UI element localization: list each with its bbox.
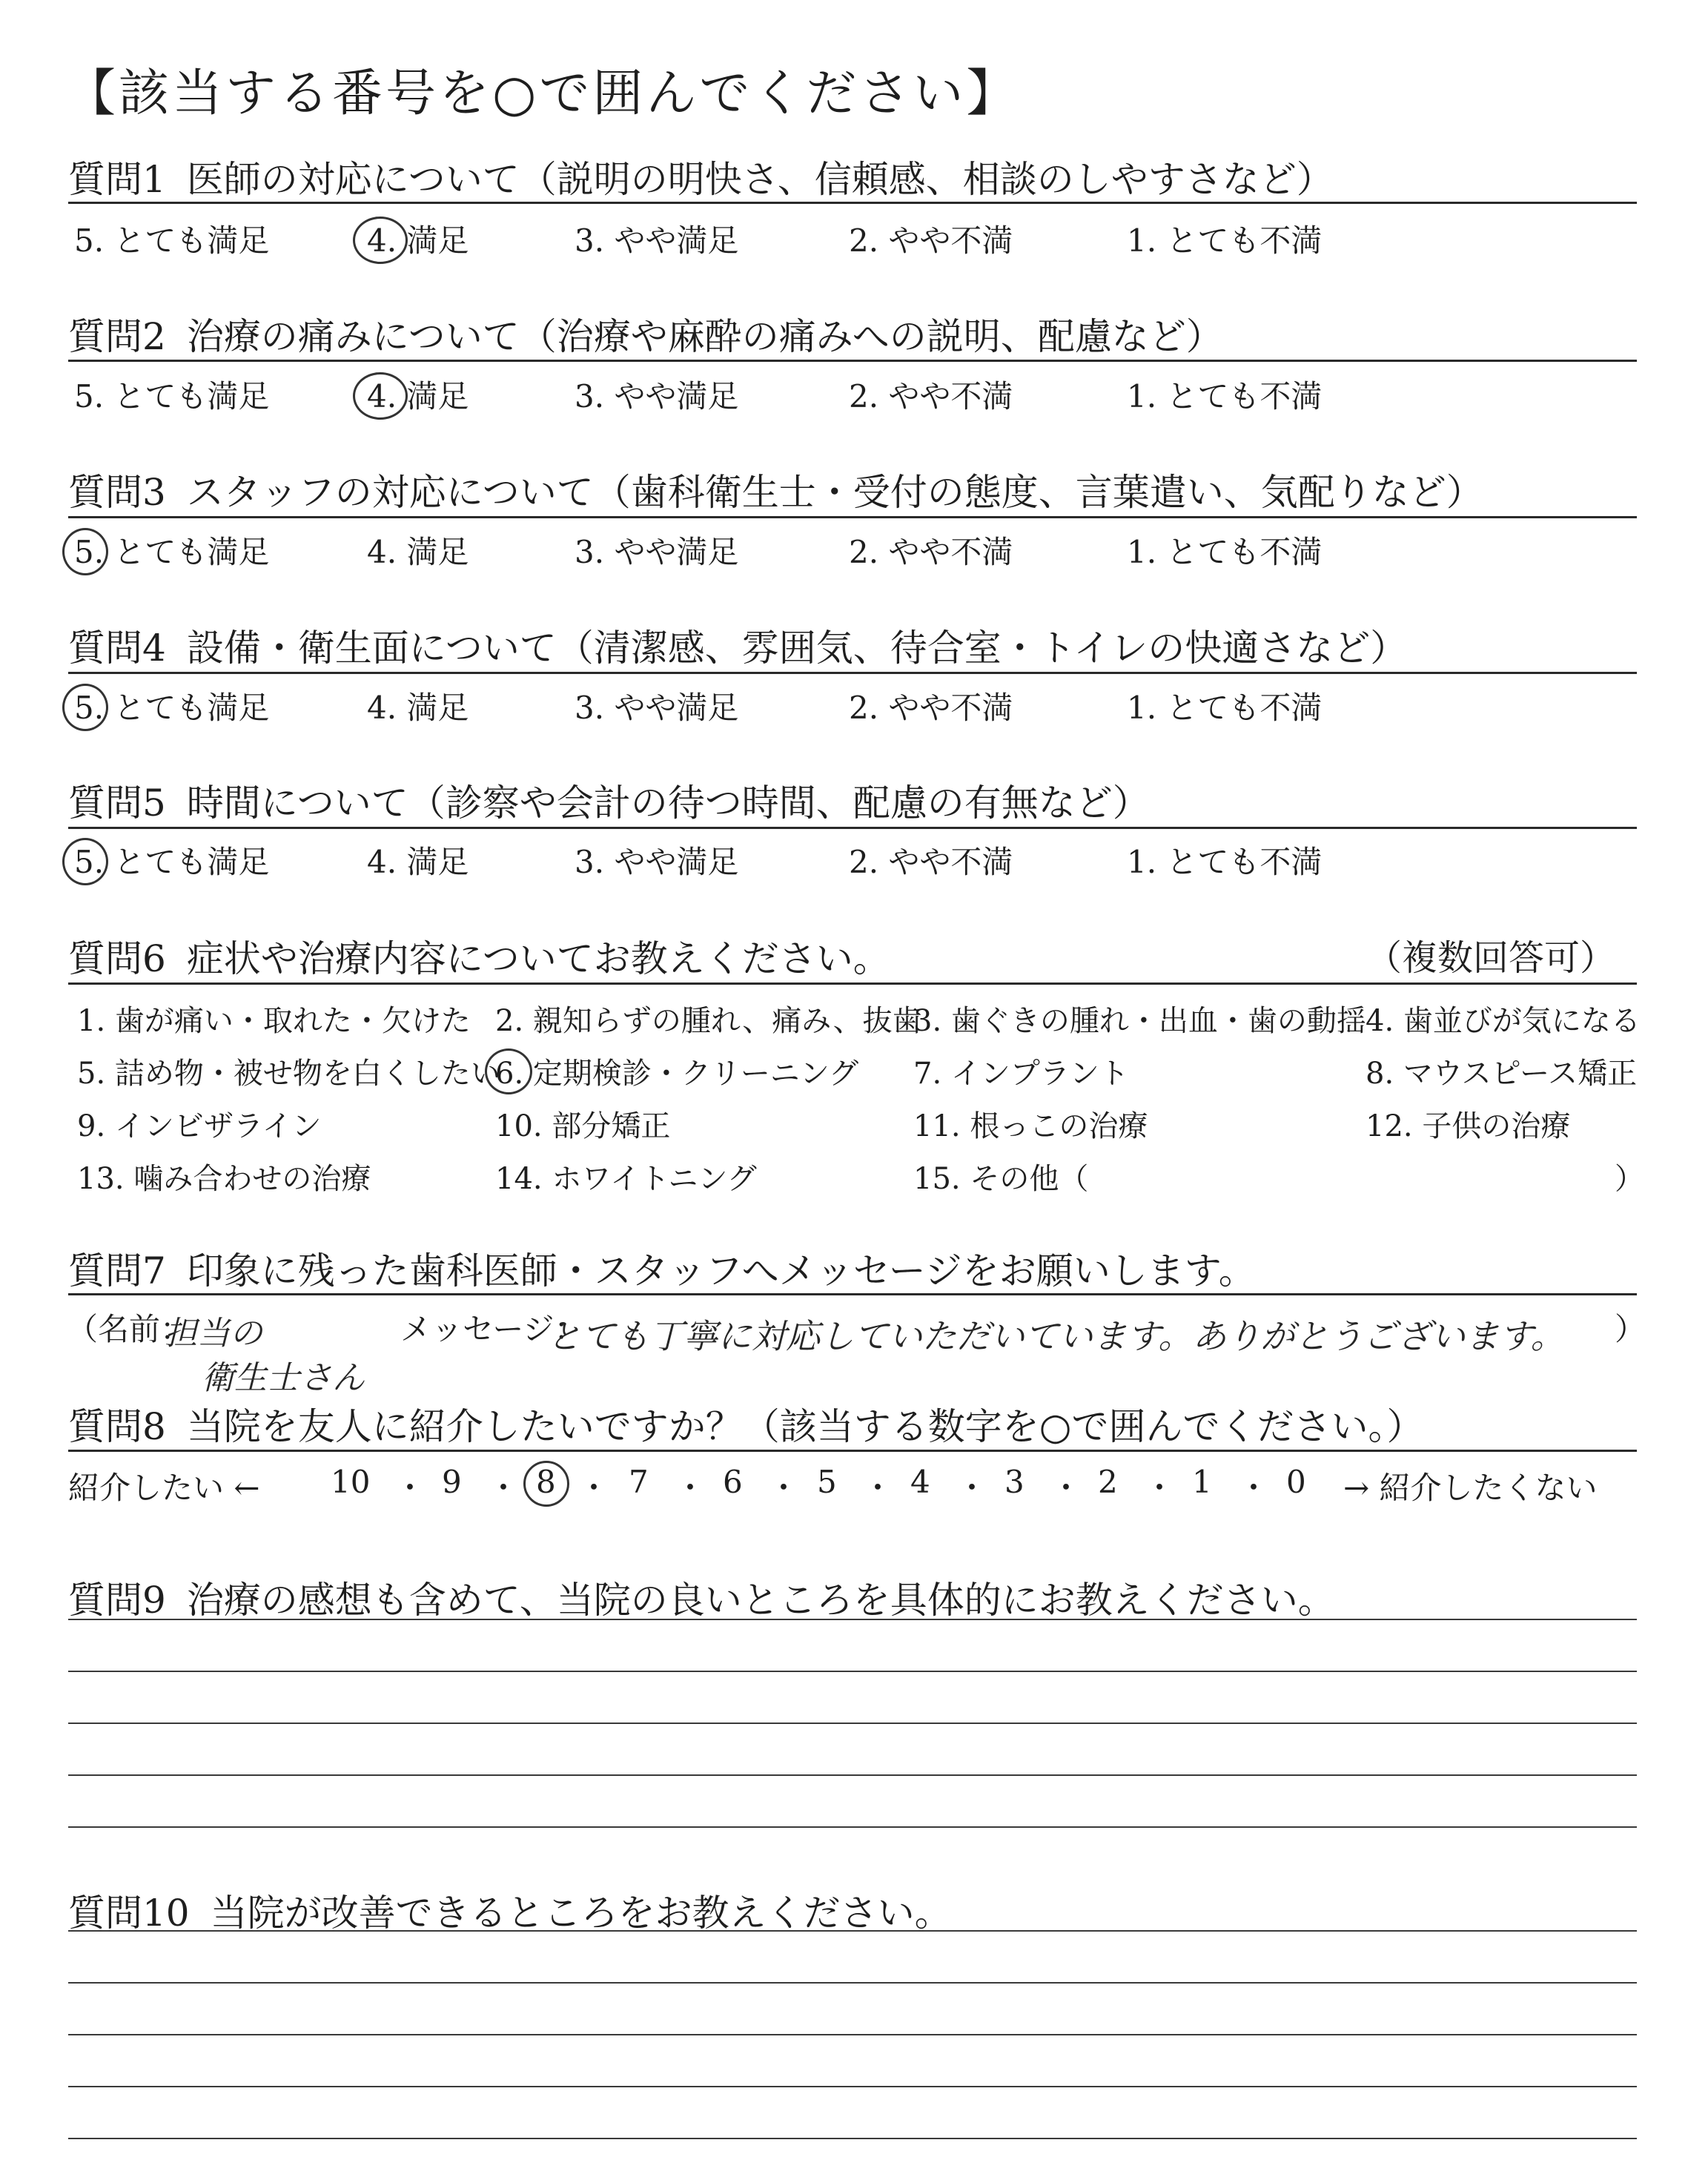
q2-option-5[interactable]: 5. とても満足 [74, 378, 270, 415]
question-7-number: 質問7 [68, 1249, 166, 1292]
question-6-rule [68, 982, 1637, 985]
question-3-text: スタッフの対応について（歯科衛生士・受付の態度、言葉遣い、気配りなど） [186, 471, 1483, 514]
q8-scale-7[interactable]: 7 [629, 1464, 649, 1500]
q6-option-15-close: ） [1615, 1162, 1644, 1196]
q10-answer-line[interactable] [68, 2034, 1637, 2035]
q6-option-4[interactable]: 4. 歯並びが気になる [1366, 1004, 1641, 1038]
q4-selected-circle [62, 684, 108, 731]
q7-message-value[interactable]: とても丁寧に対応していただいています。ありがとうございます。 [547, 1316, 1565, 1356]
question-8-number: 質問8 [68, 1405, 166, 1448]
question-2-number: 質問2 [68, 315, 166, 358]
question-1-number: 質問1 [68, 158, 166, 201]
q5-option-5[interactable]: 5. とても満足 [74, 844, 270, 880]
q5-option-3[interactable]: 3. やや満足 [575, 844, 739, 880]
q8-scale-9[interactable]: 9 [442, 1464, 462, 1500]
q6-option-15[interactable]: 15. その他（ [913, 1162, 1089, 1196]
q4-option-1[interactable]: 1. とても不満 [1127, 690, 1323, 726]
question-3-number: 質問3 [68, 471, 166, 514]
q7-name-line1[interactable]: 担当の [165, 1315, 262, 1353]
q6-option-3[interactable]: 3. 歯ぐきの腫れ・出血・歯の動揺 [913, 1004, 1366, 1038]
q8-left-label: 紹介したい ← [68, 1470, 260, 1506]
q8-scale-4[interactable]: 4 [910, 1464, 930, 1500]
question-3-rule [68, 516, 1637, 518]
question-2-text: 治療の痛みについて（治療や麻酔の痛みへの説明、配慮など） [186, 315, 1223, 358]
q3-option-1[interactable]: 1. とても不満 [1127, 534, 1323, 570]
question-6-text: 症状や治療内容についてお教えください。 [186, 937, 890, 980]
q7-close-paren: ） [1615, 1311, 1646, 1347]
question-4-number: 質問4 [68, 627, 166, 670]
q8-dot: ・ [1238, 1470, 1270, 1506]
q8-dot: ・ [394, 1470, 426, 1506]
q6-option-10[interactable]: 10. 部分矯正 [495, 1109, 671, 1143]
q7-message-label: メッセージ： [400, 1311, 586, 1347]
q3-selected-circle [62, 528, 108, 575]
q5-selected-circle [62, 838, 108, 885]
question-6-number: 質問6 [68, 937, 166, 980]
q6-selected-circle [485, 1048, 532, 1094]
q4-option-5[interactable]: 5. とても満足 [74, 690, 270, 726]
question-10-heading [68, 1883, 952, 1937]
q8-dot: ・ [956, 1470, 988, 1506]
q4-option-3[interactable]: 3. やや満足 [575, 690, 739, 726]
q8-dot: ・ [1050, 1470, 1082, 1506]
question-6-heading [68, 929, 890, 982]
question-5-heading [68, 773, 1150, 827]
q10-answer-line[interactable] [68, 1982, 1637, 1984]
question-8-rule [68, 1450, 1637, 1452]
question-4-heading [68, 618, 1407, 672]
question-10-number: 質問10 [68, 1892, 190, 1935]
q9-answer-line[interactable] [68, 1826, 1637, 1828]
q8-dot: ・ [578, 1470, 610, 1506]
q8-dot: ・ [1144, 1470, 1176, 1506]
question-3-heading [68, 463, 1483, 516]
q7-name-line2[interactable]: 衛生士さん [202, 1359, 365, 1397]
question-9-number: 質問9 [68, 1579, 166, 1622]
q2-option-3[interactable]: 3. やや満足 [575, 378, 739, 415]
q1-option-2[interactable]: 2. やや不満 [849, 222, 1013, 259]
question-2-heading [68, 307, 1223, 360]
q4-option-2[interactable]: 2. やや不満 [849, 690, 1013, 726]
q8-scale-10[interactable]: 10 [331, 1464, 371, 1500]
q6-option-1[interactable]: 1. 歯が痛い・取れた・欠けた [77, 1004, 471, 1038]
question-4-rule [68, 672, 1637, 674]
question-7-rule [68, 1293, 1637, 1295]
question-5-text: 時間について（診察や会計の待つ時間、配慮の有無など） [186, 782, 1150, 825]
q6-option-14[interactable]: 14. ホワイトニング [495, 1162, 757, 1196]
question-8-text: 当院を友人に紹介したいですか？（該当する数字を○で囲んでください。） [186, 1405, 1424, 1448]
q8-scale-3[interactable]: 3 [1004, 1464, 1025, 1500]
question-4-text: 設備・衛生面について（清潔感、雰囲気、待合室・トイレの快適さなど） [186, 627, 1408, 670]
q7-name-label: （名前： [67, 1311, 192, 1347]
q1-selected-circle [353, 217, 408, 264]
q5-option-4[interactable]: 4. 満足 [367, 844, 469, 880]
q2-option-4[interactable]: 4. 満足 [367, 378, 469, 415]
q8-dot: ・ [675, 1470, 706, 1506]
q8-dot: ・ [862, 1470, 894, 1506]
q8-dot: ・ [488, 1470, 520, 1506]
q10-answer-line[interactable] [68, 1930, 1637, 1932]
q2-selected-circle [353, 372, 408, 420]
q8-scale-6[interactable]: 6 [723, 1464, 743, 1500]
q8-selected-circle [523, 1461, 569, 1507]
q1-option-1[interactable]: 1. とても不満 [1127, 222, 1323, 259]
q1-option-3[interactable]: 3. やや満足 [575, 222, 739, 259]
q3-option-2[interactable]: 2. やや不満 [849, 534, 1013, 570]
q8-dot: ・ [768, 1470, 800, 1506]
q6-option-8[interactable]: 8. マウスピース矯正 [1366, 1057, 1638, 1091]
question-7-heading [68, 1241, 1256, 1295]
q2-option-2[interactable]: 2. やや不満 [849, 378, 1013, 415]
q6-option-2[interactable]: 2. 親知らずの腫れ、痛み、抜歯 [495, 1004, 922, 1038]
q9-answer-line[interactable] [68, 1671, 1637, 1672]
question-9-text: 治療の感想も含めて、当院の良いところを具体的にお教えください。 [186, 1579, 1335, 1622]
q9-answer-line[interactable] [68, 1619, 1637, 1620]
question-1-heading [68, 150, 1334, 203]
q6-option-13[interactable]: 13. 噛み合わせの治療 [77, 1162, 371, 1196]
question-5-number: 質問5 [68, 782, 166, 825]
question-1-text: 医師の対応について（説明の明快さ、信頼感、相談のしやすさなど） [186, 158, 1334, 201]
q5-option-2[interactable]: 2. やや不満 [849, 844, 1013, 880]
q6-option-5[interactable]: 5. 詰め物・被せ物を白くしたい [77, 1057, 500, 1091]
q1-option-5[interactable]: 5. とても満足 [74, 222, 270, 259]
q8-scale-8[interactable]: 8 [536, 1464, 556, 1500]
question-10-text: 当院が改善できるところをお教えください。 [210, 1892, 952, 1935]
q6-option-6[interactable]: 6. 定期検診・クリーニング [495, 1057, 859, 1091]
question-5-rule [68, 827, 1637, 829]
page-title: 【該当する番号を○で囲んでください】 [65, 65, 1020, 123]
question-2-rule [68, 360, 1637, 362]
q6-option-9[interactable]: 9. インビザライン [77, 1109, 322, 1143]
question-8-heading [68, 1397, 1423, 1450]
q8-right-label: → 紹介したくない [1343, 1470, 1598, 1506]
q6-option-11[interactable]: 11. 根っこの治療 [913, 1109, 1148, 1143]
q10-answer-line[interactable] [68, 2138, 1637, 2139]
q3-option-5[interactable]: 5. とても満足 [74, 534, 270, 570]
question-6-note: （複数回答可） [1366, 937, 1616, 979]
question-9-heading [68, 1571, 1335, 1624]
q2-option-1[interactable]: 1. とても不満 [1127, 378, 1323, 415]
q5-option-1[interactable]: 1. とても不満 [1127, 844, 1323, 880]
question-7-text: 印象に残った歯科医師・スタッフへメッセージをお願いします。 [186, 1249, 1256, 1292]
q8-scale-0[interactable]: 0 [1286, 1464, 1306, 1500]
q9-answer-line[interactable] [68, 1774, 1637, 1776]
q3-option-3[interactable]: 3. やや満足 [575, 534, 739, 570]
q10-answer-line[interactable] [68, 2086, 1637, 2087]
q6-option-12[interactable]: 12. 子供の治療 [1366, 1109, 1571, 1143]
q9-answer-line[interactable] [68, 1723, 1637, 1724]
q1-option-4[interactable]: 4. 満足 [367, 222, 469, 259]
q8-scale-1[interactable]: 1 [1192, 1464, 1212, 1500]
q3-option-4[interactable]: 4. 満足 [367, 534, 469, 570]
q8-scale-2[interactable]: 2 [1098, 1464, 1118, 1500]
question-1-rule [68, 202, 1637, 204]
q4-option-4[interactable]: 4. 満足 [367, 690, 469, 726]
q6-option-7[interactable]: 7. インプラント [913, 1057, 1129, 1091]
q8-scale-5[interactable]: 5 [817, 1464, 837, 1500]
